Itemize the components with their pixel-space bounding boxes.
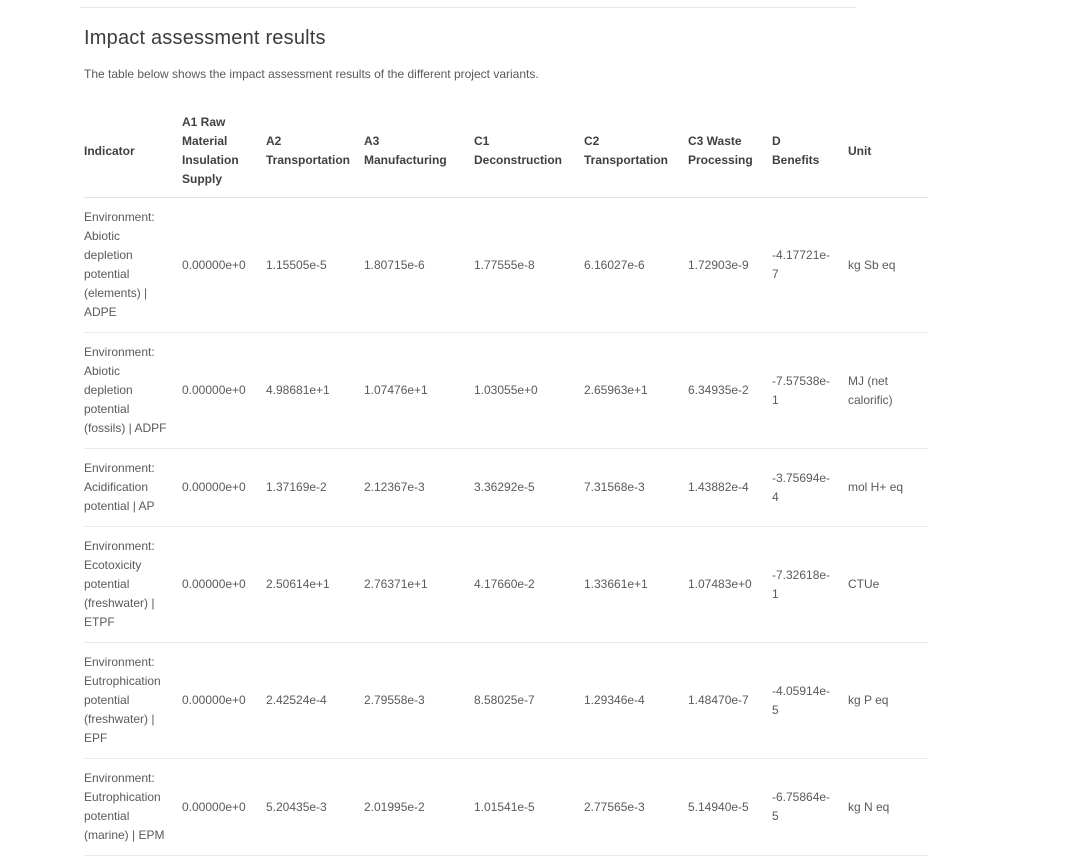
table-body [84,198,928,856]
column-header-c2: C2 Transportation [584,105,688,198]
value-cell-a3: 1.80715e-6 [364,198,474,333]
column-header-unit: Unit [848,105,928,198]
value-cell-c1: 8.58025e-7 [474,643,584,759]
value-cell-c2: 2.65963e+1 [584,333,688,449]
indicator-cell: Environment: Eutrophication potential (marine) | EPM [84,759,182,856]
value-cell-c3: 1.07483e+0 [688,527,772,643]
unit-cell: CTUe [848,527,928,643]
indicator-cell: Environment: Acidification potential | AP [84,449,182,527]
value-cell-a1: 0.00000e+0 [182,759,266,856]
value-cell-a2: 2.42524e-4 [266,643,364,759]
value-cell-d: -6.75864e-5 [772,759,848,856]
indicator-cell: Environment: Eutrophication potential (freshwater) | EPF [84,643,182,759]
value-cell-d: -7.32618e-1 [772,527,848,643]
value-cell-c2: 7.31568e-3 [584,449,688,527]
page-title: Impact assessment results [84,27,326,49]
value-cell-a1: 0.00000e+0 [182,198,266,333]
table-row [84,759,928,856]
value-cell-a1: 0.00000e+0 [182,449,266,527]
value-cell-a3: 2.12367e-3 [364,449,474,527]
value-cell-d: -7.57538e-1 [772,333,848,449]
page-description: The table below shows the impact assessment results of the different project variants. [84,67,539,81]
unit-cell: kg N eq [848,759,928,856]
value-cell-a1: 0.00000e+0 [182,643,266,759]
unit-cell: kg P eq [848,643,928,759]
table-row [84,527,928,643]
indicator-cell: Environment: Abiotic depletion potential (fossils) | ADPF [84,333,182,449]
value-cell-a3: 1.07476e+1 [364,333,474,449]
column-header-indicator: Indicator [84,105,182,198]
column-header-a1: A1 Raw Material Insulation Supply [182,105,266,198]
column-header-a3: A3 Manufacturing [364,105,474,198]
column-header-a2: A2 Transportation [266,105,364,198]
value-cell-a2: 4.98681e+1 [266,333,364,449]
unit-cell: mol H+ eq [848,449,928,527]
value-cell-c3: 6.34935e-2 [688,333,772,449]
value-cell-d: -4.05914e-5 [772,643,848,759]
content-area [84,0,930,856]
value-cell-a3: 2.79558e-3 [364,643,474,759]
value-cell-d: -3.75694e-4 [772,449,848,527]
indicator-cell: Environment: Ecotoxicity potential (freshwater) | ETPF [84,527,182,643]
value-cell-c1: 1.03055e+0 [474,333,584,449]
unit-cell: MJ (net calorific) [848,333,928,449]
value-cell-a3: 2.76371e+1 [364,527,474,643]
impact-results-table [84,105,928,856]
value-cell-a3: 2.01995e-2 [364,759,474,856]
value-cell-a1: 0.00000e+0 [182,333,266,449]
value-cell-c1: 4.17660e-2 [474,527,584,643]
indicator-cell: Environment: Abiotic depletion potential (elements) | ADPE [84,198,182,333]
unit-cell: kg Sb eq [848,198,928,333]
value-cell-c3: 1.43882e-4 [688,449,772,527]
table-row [84,333,928,449]
column-header-c3: C3 Waste Processing [688,105,772,198]
value-cell-c2: 6.16027e-6 [584,198,688,333]
column-header-c1: C1 Deconstruction [474,105,584,198]
value-cell-c3: 1.48470e-7 [688,643,772,759]
value-cell-c3: 5.14940e-5 [688,759,772,856]
value-cell-a1: 0.00000e+0 [182,527,266,643]
column-header-d: D Benefits [772,105,848,198]
table-header-row [84,105,928,198]
table-row [84,198,928,333]
value-cell-c1: 1.77555e-8 [474,198,584,333]
table-row [84,449,928,527]
value-cell-c2: 2.77565e-3 [584,759,688,856]
value-cell-d: -4.17721e-7 [772,198,848,333]
value-cell-a2: 1.15505e-5 [266,198,364,333]
value-cell-a2: 5.20435e-3 [266,759,364,856]
value-cell-c3: 1.72903e-9 [688,198,772,333]
value-cell-c2: 1.29346e-4 [584,643,688,759]
value-cell-c2: 1.33661e+1 [584,527,688,643]
value-cell-c1: 1.01541e-5 [474,759,584,856]
value-cell-a2: 2.50614e+1 [266,527,364,643]
table-row [84,643,928,759]
value-cell-c1: 3.36292e-5 [474,449,584,527]
value-cell-a2: 1.37169e-2 [266,449,364,527]
